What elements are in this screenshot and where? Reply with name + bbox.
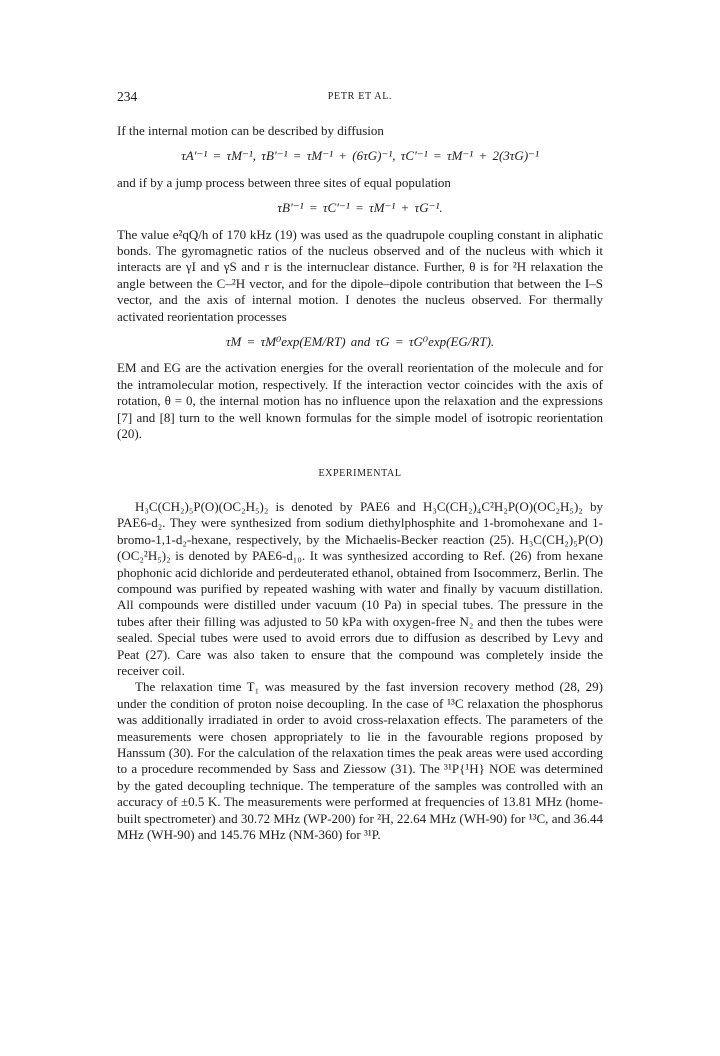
running-head: PETR ET AL. [327,91,393,102]
intro-jump: and if by a jump process between three sites of equal population [117,174,451,190]
page-number: 234 [117,89,138,104]
paragraph-synthesis: H₃C(CH₂)₅P(O)(OC₂H₅)₂ is denoted by PAE6 and H₃C(CH₂)₄C²H₂P(O)(OC₂H₅)₂ by PAE6-d₂. They were synthesized from sodium diethylphosphite and 1-bromohexane and 1-bromo-1,1-d₂-hexane, respectively, by the Michaelis-Becker reaction (25). H₃C(CH₂)₅P(O)(OC₂²H₅)₂ is denoted by PAE6-d₁₀. It was synthesized according to Ref. (26) from hexane phophonic acid dichloride and perdeuterated ethanol, obtained from Isocommerz, Berlin. The compound was purified by repeated washing with water and finally by vacuum distillation. All compounds were distilled under vacuum (10 Pa) in special tubes. The pressure in the tubes after their filling was adjusted to 50 kPa with oxygen-free N₂ and then the tubes were sealed. Special tubes were used to avoid errors due to diffusion as described by Levy and Peat (27). Care was also taken to ensure that the compound was completely inside the receiver coil. [117,498,604,678]
equation-jump: τB′⁻¹ = τC′⁻¹ = τM⁻¹ + τG⁻¹. [277,200,443,216]
equation-arrhenius: τM = τM⁰exp(EM/RT) and τG = τG⁰exp(EG/RT). [225,334,495,350]
equation-diffusion: τA′⁻¹ = τM⁻¹, τB′⁻¹ = τM⁻¹ + (6τG)⁻¹, τC′⁻¹ = τM⁻¹ + 2(3τG)⁻¹ [181,148,539,164]
section-heading-experimental: EXPERIMENTAL [318,467,402,479]
paragraph-quadrupole: The value e²qQ/h of 170 kHz (19) was used as the quadrupole coupling constant in aliphatic bonds. The gyromagnetic ratios of the nucleus observed and of the nucleus with which it interacts are γI and γS and r is the internuclear distance. Further, θ is for ²H relaxation the angle between the C–²H vector, and for the dipole–dipole contribution that between the I–S vector, and the axis of internal motion. I denotes the nucleus observed. For thermally activated reorientation processes [117,226,603,324]
text-column [117,123,603,843]
paragraph-activation: EM and EG are the activation energies for the overall reorientation of the molecule and for the intramolecular motion, respectively. If the interaction vector coincides with the axis of rotation, θ = 0, the internal motion has no influence upon the relaxation and the expressions [7] and [8] turn to the well known formulas for the simple model of isotropic reorientation (20). [117,360,603,442]
paragraph-measurement: The relaxation time T₁ was measured by the fast inversion recovery method (28, 29) under the condition of proton noise decoupling. In the case of ¹³C relaxation the phosphorus was additionally irradiated in order to avoid cross-relaxation effects. The parameters of the measurements were chosen appropriately to lie in the favourable regions proposed by Hanssum (30). For the calculation of the relaxation times the peak areas were used according to a procedure recommended by Sass and Ziessow (31). The ³¹P{¹H} NOE was determined by the gated decoupling technique. The temperature of the samples was controlled with an accuracy of ±0.5 K. The measurements were performed at frequencies of 13.81 MHz (home-built spectrometer) and 30.72 MHz (WP-200) for ²H, 22.64 MHz (WH-90) for ¹³C, and 36.44 MHz (WH-90) and 145.76 MHz (NM-360) for ³¹P. [117,679,603,843]
intro-diffusion: If the internal motion can be described by diffusion [117,123,384,138]
